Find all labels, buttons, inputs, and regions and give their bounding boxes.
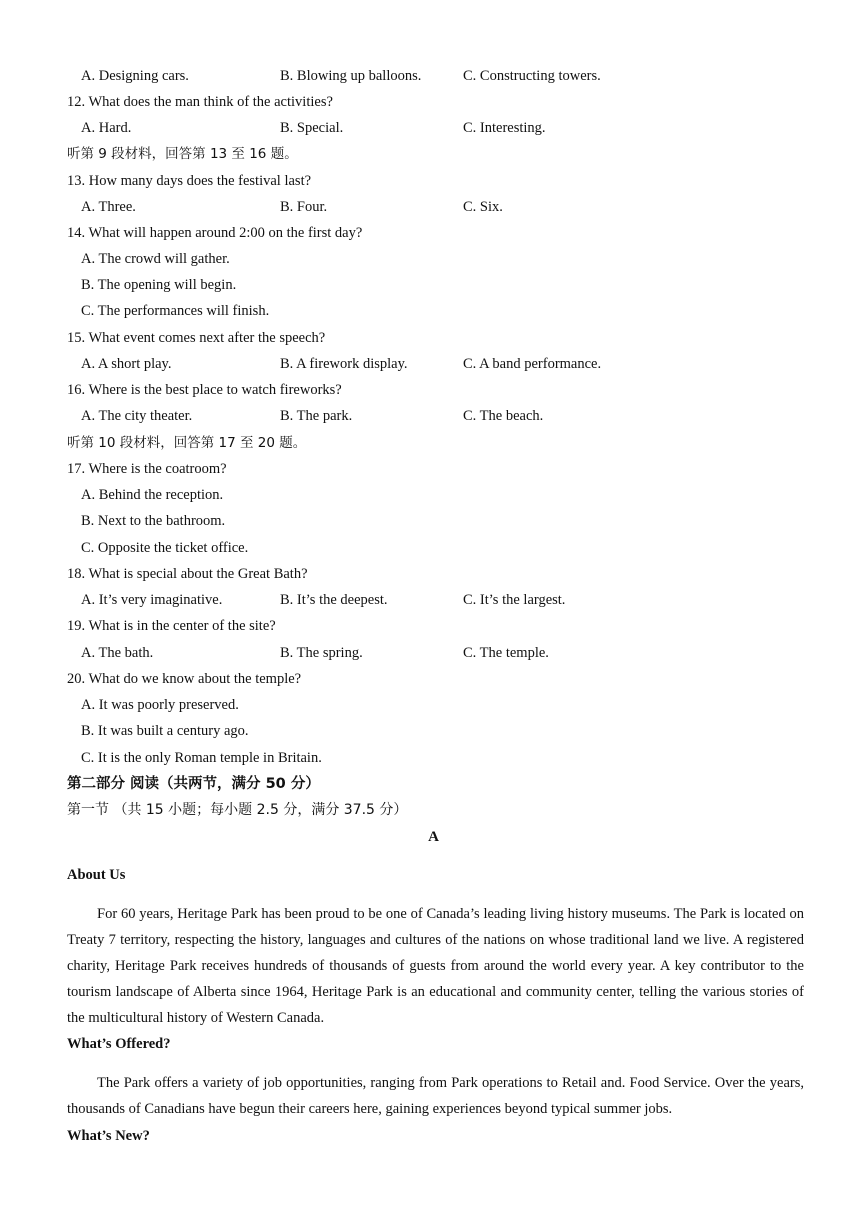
q15-stem-line: [0, 327, 867, 349]
q14-option-a: A. The crowd will gather.: [81, 251, 230, 267]
q14-stem-line: [0, 222, 867, 244]
q18-option-b: B. It’s the deepest.: [280, 592, 388, 608]
q16-stem-line: [0, 379, 867, 401]
section-one-title: 第一节 （共 15 小题；每小题 2.5 分，满分 37.5 分）: [67, 802, 408, 818]
part-two-title: 第二部分 阅读（共两节，满分 50 分）: [67, 776, 320, 792]
instruction-10-line: [0, 432, 867, 454]
q12-option-a: A. Hard.: [81, 120, 132, 136]
q16-option-b: B. The park.: [280, 408, 353, 424]
q13-stem-line: [0, 170, 867, 192]
q17-stem-line: [0, 458, 867, 480]
q13-option-b: B. Four.: [280, 199, 328, 215]
whats-new-heading: What’s New?: [67, 1128, 150, 1144]
q16-option-c: C. The beach.: [463, 408, 544, 424]
q17-option-b-line: [0, 510, 867, 532]
q12-stem-line: [0, 91, 867, 113]
q13-option-c: C. Six.: [463, 199, 503, 215]
q18-option-a: A. It’s very imaginative.: [81, 592, 223, 608]
q11-options: [0, 65, 867, 87]
q12-stem: 12. What does the man think of the activities?: [67, 94, 333, 110]
offered-heading-line: [0, 1033, 867, 1055]
q12-options: [0, 117, 867, 139]
q17-option-b: B. Next to the bathroom.: [81, 513, 226, 529]
q15-options: [0, 353, 867, 375]
q20-option-b-line: [0, 720, 867, 742]
about-heading-line: [0, 864, 867, 886]
whats-offered-heading: What’s Offered?: [67, 1036, 171, 1052]
q17-option-a: A. Behind the reception.: [81, 487, 224, 503]
q14-option-b: B. The opening will begin.: [81, 277, 237, 293]
q16-stem: 16. Where is the best place to watch fireworks?: [67, 382, 342, 398]
q20-option-b: B. It was built a century ago.: [81, 723, 249, 739]
about-us-heading: About Us: [67, 867, 126, 883]
q20-stem: 20. What do we know about the temple?: [67, 671, 302, 687]
q15-option-a: A. A short play.: [81, 356, 172, 372]
q17-option-c-line: [0, 537, 867, 559]
q20-option-c: C. It is the only Roman temple in Britain.: [81, 750, 322, 766]
q13-options: [0, 196, 867, 218]
q14-option-c: C. The performances will finish.: [81, 303, 270, 319]
q20-option-c-line: [0, 747, 867, 769]
q15-option-c: C. A band performance.: [463, 356, 602, 372]
q19-stem-line: [0, 615, 867, 637]
q14-option-b-line: [0, 274, 867, 296]
q19-option-c: C. The temple.: [463, 645, 549, 661]
q14-stem: 14. What will happen around 2:00 on the first day?: [67, 225, 363, 241]
q19-stem: 19. What is in the center of the site?: [67, 618, 276, 634]
instruction-9: 听第 9 段材料，回答第 13 至 16 题。: [67, 146, 298, 162]
q11-option-b: B. Blowing up balloons.: [280, 68, 422, 84]
q15-option-b: B. A firework display.: [280, 356, 408, 372]
section-one-line: [0, 799, 867, 821]
q17-option-a-line: [0, 484, 867, 506]
q20-option-a-line: [0, 694, 867, 716]
q15-stem: 15. What event comes next after the speech?: [67, 330, 326, 346]
instruction-9-line: [0, 143, 867, 165]
q14-option-c-line: [0, 300, 867, 322]
q18-options: [0, 589, 867, 611]
passage-label: A: [428, 829, 439, 845]
q18-option-c: C. It’s the largest.: [463, 592, 566, 608]
q12-option-c: C. Interesting.: [463, 120, 546, 136]
q16-option-a: A. The city theater.: [81, 408, 193, 424]
q16-options: [0, 405, 867, 427]
instruction-10: 听第 10 段材料，回答第 17 至 20 题。: [67, 435, 307, 451]
q13-stem: 13. How many days does the festival last?: [67, 173, 312, 189]
q18-stem-line: [0, 563, 867, 585]
q20-stem-line: [0, 668, 867, 690]
q19-option-b: B. The spring.: [280, 645, 363, 661]
new-heading-line: [0, 1125, 867, 1147]
about-us-paragraph: For 60 years, Heritage Park has been proud to be one of Canada’s leading living history museums. The Park is located on Treaty 7 territory, respecting the history, languages and cultures of the nations on whose traditional land we live. A registered charity, Heritage Park receives hundreds of thousands of guests from around the world every year. A key contributor to the tourism landscape of Alberta since 1964, Heritage Park is an educational and community center, telling the various stories of the multicultural history of Western Canada.: [67, 906, 804, 1026]
whats-offered-paragraph: The Park offers a variety of job opportunities, ranging from Park operations to Retail and. Food Service. Over the years, thousands of Canadians have begun their careers here, gaining experiences beyond typical summer jobs.: [67, 1075, 804, 1117]
q12-option-b: B. Special.: [280, 120, 344, 136]
q14-option-a-line: [0, 248, 867, 270]
q17-option-c: C. Opposite the ticket office.: [81, 540, 249, 556]
q11-option-c: C. Constructing towers.: [463, 68, 601, 84]
q17-stem: 17. Where is the coatroom?: [67, 461, 227, 477]
q20-option-a: A. It was poorly preserved.: [81, 697, 239, 713]
q18-stem: 18. What is special about the Great Bath?: [67, 566, 308, 582]
q13-option-a: A. Three.: [81, 199, 136, 215]
q11-option-a: A. Designing cars.: [81, 68, 189, 84]
q19-options: [0, 642, 867, 664]
q19-option-a: A. The bath.: [81, 645, 154, 661]
part-two-line: [0, 773, 867, 795]
passage-label-line: [0, 826, 867, 848]
